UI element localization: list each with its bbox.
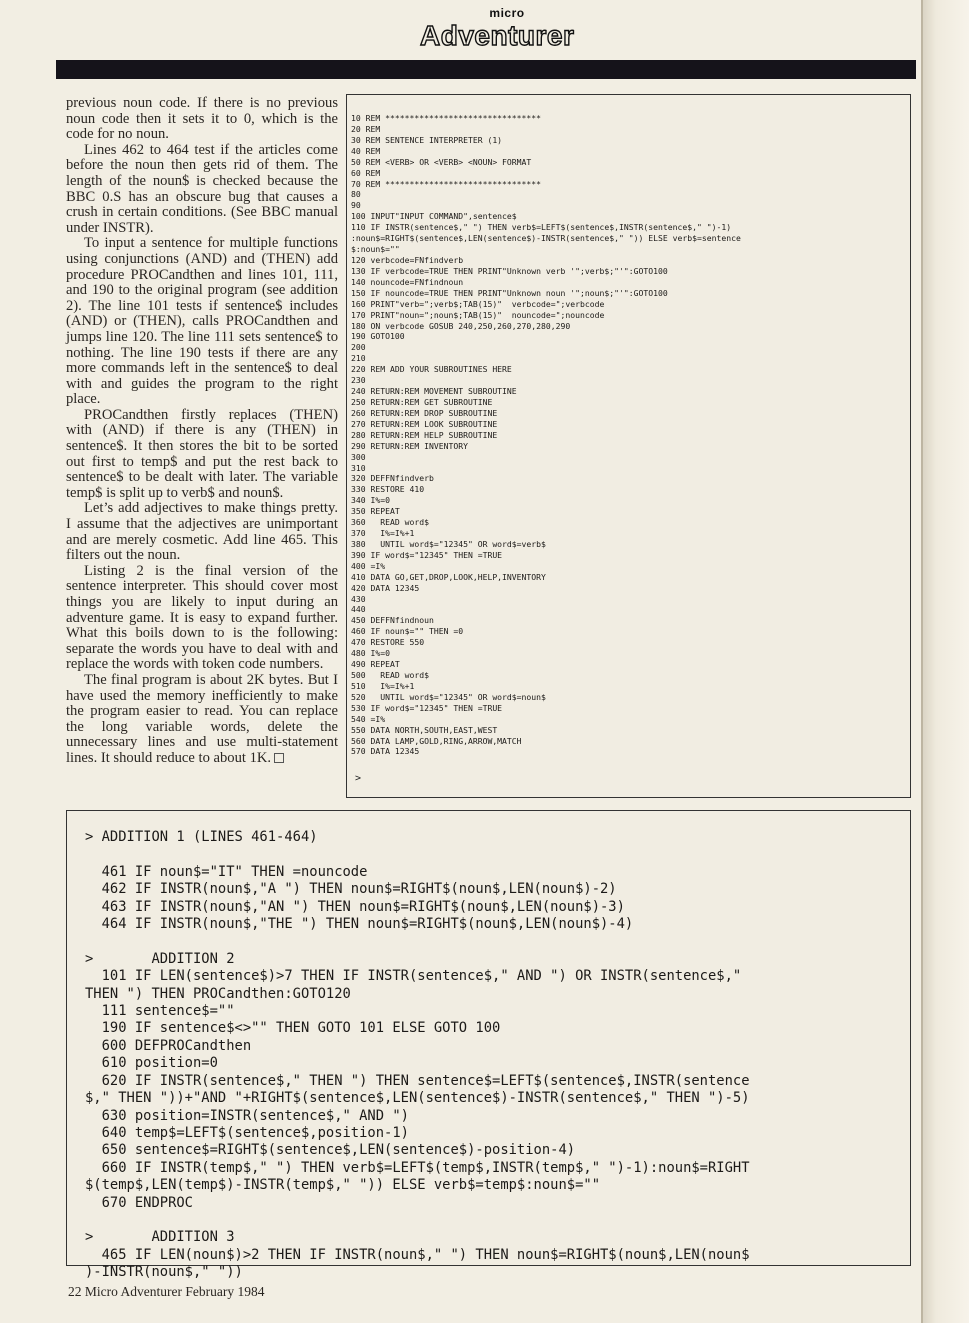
code-line: 470 RESTORE 550 bbox=[351, 637, 425, 648]
code-line: 100 INPUT"INPUT COMMAND",sentence$ bbox=[351, 211, 517, 222]
code-line: 530 IF word$="12345" THEN =TRUE bbox=[351, 702, 503, 713]
code-line: 630 position=INSTR(sentence$," AND ") bbox=[85, 1107, 409, 1124]
listing-1-prompt: > bbox=[355, 773, 362, 784]
code-line: 210 bbox=[351, 353, 366, 364]
code-line: 90 bbox=[351, 200, 361, 211]
code-line: 380 UNTIL word$="12345" OR word$=verb$ bbox=[351, 538, 546, 549]
page-footer: 22 Micro Adventurer February 1984 bbox=[68, 1284, 265, 1299]
code-line: 190 IF sentence$<>"" THEN GOTO 101 ELSE GOTO 100 bbox=[85, 1020, 501, 1037]
paragraph: Listing 2 is the final version of the sentence interpreter. This should cover most things you are likely to input during an adventure game. It is easy to expand further. What this boils down to is the following: separate the words you have to deal with and replace the words with token code numbers. bbox=[66, 562, 338, 673]
code-line: 250 RETURN:REM GET SUBROUTINE bbox=[351, 396, 493, 407]
end-mark-icon bbox=[274, 753, 284, 763]
masthead-adventurer: Adventurer bbox=[420, 20, 575, 51]
code-line: 270 RETURN:REM LOOK SUBROUTINE bbox=[351, 418, 498, 429]
code-line: $(temp$,LEN(temp$)-INSTR(temp$," ")) ELSE verb$=temp$:noun$="" bbox=[85, 1177, 600, 1194]
code-line: 320 DEFFNfindverb bbox=[351, 473, 434, 484]
code-line: 370 I%=I%+1 bbox=[351, 528, 415, 539]
paragraph: Lines 462 to 464 test if the articles come before the noun then gets rid of them. The length of the noun$ is checked because the BBC 0.S has an obscure bug that causes a crush in certain conditions. (See BBC manual under INSTR). bbox=[66, 141, 338, 236]
code-line: :noun$=RIGHT$(sentence$,LEN(sentence$)-INSTR(sentence$," ")) ELSE verb$=sentence bbox=[351, 233, 741, 244]
code-line: 660 IF INSTR(temp$," ") THEN verb$=LEFT$(temp$,INSTR(temp$," ")-1):noun$=RIGHT bbox=[85, 1159, 750, 1176]
code-line: 540 =I% bbox=[351, 713, 386, 724]
code-line: 430 bbox=[351, 593, 366, 604]
code-line: 640 temp$=LEFT$(sentence$,position-1) bbox=[85, 1124, 409, 1141]
code-line: 110 IF INSTR(sentence$," ") THEN verb$=LEFT$(sentence$,INSTR(sentence$," ")-1) bbox=[351, 222, 732, 233]
code-line: 180 ON verbcode GOSUB 240,250,260,270,280,290 bbox=[351, 320, 571, 331]
code-line: 440 bbox=[351, 604, 366, 615]
code-line: 220 REM ADD YOUR SUBROUTINES HERE bbox=[351, 364, 512, 375]
code-line: 490 REPEAT bbox=[351, 659, 400, 670]
code-line: 70 REM ******************************** bbox=[351, 178, 542, 189]
listing-2-code bbox=[85, 829, 907, 1282]
code-line: 570 DATA 12345 bbox=[351, 746, 420, 757]
code-line: > ADDITION 1 (LINES 461-464) bbox=[85, 829, 318, 845]
code-line: 300 bbox=[351, 451, 366, 462]
paragraph: previous noun code. If there is no previous noun code then it sets it to 0, which is the code for no noun. bbox=[66, 95, 338, 143]
paragraph bbox=[66, 673, 338, 767]
article-text-column bbox=[66, 96, 338, 767]
listing-1-code bbox=[351, 113, 907, 757]
code-line: 450 DEFFNfindnoun bbox=[351, 615, 434, 626]
code-line: 101 IF LEN(sentence$)>7 THEN IF INSTR(sentence$," AND ") OR INSTR(sentence$," bbox=[85, 968, 742, 985]
code-line: 410 DATA GO,GET,DROP,LOOK,HELP,INVENTORY bbox=[351, 571, 546, 582]
paragraph: Let’s add adjectives to make things pretty. I assume that the adjectives are unimportant and are merely cosmetic. Add line 465. This filters out the noun. bbox=[66, 500, 338, 564]
code-line: > ADDITION 2 bbox=[85, 950, 235, 967]
code-line: 60 REM bbox=[351, 167, 381, 178]
code-line: 420 DATA 12345 bbox=[351, 582, 420, 593]
code-line: 400 =I% bbox=[351, 560, 386, 571]
header-bar bbox=[56, 60, 916, 79]
code-line: 340 I%=0 bbox=[351, 495, 390, 506]
code-line: 520 UNTIL word$="12345" OR word$=noun$ bbox=[351, 691, 546, 702]
code-line: 40 REM bbox=[351, 145, 381, 156]
code-line: 600 DEFPROCandthen bbox=[85, 1037, 252, 1054]
masthead-micro: micro bbox=[489, 6, 525, 20]
code-line: THEN ") THEN PROCandthen:GOTO120 bbox=[85, 985, 351, 1002]
code-line: 160 PRINT"verb=";verb$;TAB(15)" verbcode=";verbcode bbox=[351, 298, 605, 309]
code-line: 330 RESTORE 410 bbox=[351, 484, 425, 495]
code-line: 260 RETURN:REM DROP SUBROUTINE bbox=[351, 407, 498, 418]
code-line: 390 IF word$="12345" THEN =TRUE bbox=[351, 549, 503, 560]
code-line: 20 REM bbox=[351, 123, 381, 134]
code-line: > ADDITION 3 bbox=[85, 1229, 235, 1246]
masthead-logo bbox=[420, 6, 575, 58]
code-line: 462 IF INSTR(noun$,"A ") THEN noun$=RIGHT$(noun$,LEN(noun$)-2) bbox=[85, 881, 617, 898]
listing-2-box bbox=[66, 810, 911, 1281]
code-line: 120 verbcode=FNfindverb bbox=[351, 254, 464, 265]
code-line: 150 IF nouncode=TRUE THEN PRINT"Unknown noun '";noun$;"'":GOTO100 bbox=[351, 287, 668, 298]
paragraph-text: The final program is about 2K bytes. But I have used the memory inefficiently to make the program easier to read. You can replace the long variable words, delete the unnecessary lines and use multi-statement lines. It should reduce to about 1K. bbox=[66, 671, 338, 766]
code-line: 170 PRINT"noun=";noun$;TAB(15)" nouncode=";nouncode bbox=[351, 309, 605, 320]
paragraph: PROCandthen firstly replaces (THEN) with (AND) if there is any (THEN) in sentence$. It then stores the bit to be sorted out first to temp$ and put the rest back to sentence$ to be dealt with later. The variable temp$ is split up to verb$ and noun$. bbox=[66, 406, 338, 501]
code-line: 500 READ word$ bbox=[351, 670, 429, 681]
code-line: 465 IF LEN(noun$)>2 THEN IF INSTR(noun$," ") THEN noun$=RIGHT$(noun$,LEN(noun$ bbox=[85, 1246, 750, 1263]
page-edge bbox=[922, 0, 969, 1323]
code-line: 560 DATA LAMP,GOLD,RING,ARROW,MATCH bbox=[351, 735, 522, 746]
code-line: 130 IF verbcode=TRUE THEN PRINT"Unknown verb '";verb$;"'":GOTO100 bbox=[351, 265, 668, 276]
code-line: $:noun$="" bbox=[351, 244, 400, 255]
code-line: 310 bbox=[351, 462, 366, 473]
paragraph: To input a sentence for multiple functions using conjunctions (AND) and (THEN) add procedure PROCandthen and lines 101, 111, and 190 to the original program (see addition 2). The line 101 tests if sentence$ includes (AND) or (THEN), calls PROCandthen and jumps line 120. The line 111 sets sentence$ to nothing. The line 190 tests if there are any more commands left in the sentence$ to deal with and guides the program to the right place. bbox=[66, 235, 338, 408]
code-line: 510 I%=I%+1 bbox=[351, 680, 415, 691]
code-line: 461 IF noun$="IT" THEN =nouncode bbox=[85, 863, 368, 880]
code-line: 463 IF INSTR(noun$,"AN ") THEN noun$=RIGHT$(noun$,LEN(noun$)-3) bbox=[85, 898, 625, 915]
page-binding-line bbox=[921, 0, 923, 1323]
code-line: 50 REM <VERB> OR <VERB> <NOUN> FORMAT bbox=[351, 156, 532, 167]
code-line: 360 READ word$ bbox=[351, 517, 429, 528]
code-line: 240 RETURN:REM MOVEMENT SUBROUTINE bbox=[351, 386, 517, 397]
code-line: $," THEN "))+"AND "+RIGHT$(sentence$,LEN(sentence$)-INSTR(sentence$," THEN ")-5) bbox=[85, 1090, 750, 1107]
code-line: 460 IF noun$="" THEN =0 bbox=[351, 626, 464, 637]
code-line: 350 REPEAT bbox=[351, 506, 400, 517]
code-line: 464 IF INSTR(noun$,"THE ") THEN noun$=RIGHT$(noun$,LEN(noun$)-4) bbox=[85, 916, 634, 933]
code-line: 190 GOTO100 bbox=[351, 331, 405, 342]
code-line: 610 position=0 bbox=[85, 1055, 218, 1072]
code-line: 111 sentence$="" bbox=[85, 1003, 235, 1020]
code-line: 280 RETURN:REM HELP SUBROUTINE bbox=[351, 429, 498, 440]
code-line: 230 bbox=[351, 375, 366, 386]
code-line: )-INSTR(noun$," ")) bbox=[85, 1264, 243, 1281]
code-line: 290 RETURN:REM INVENTORY bbox=[351, 440, 468, 451]
code-line: 140 nouncode=FNfindnoun bbox=[351, 276, 464, 287]
code-line: 10 REM ******************************** bbox=[351, 113, 542, 123]
code-line: 200 bbox=[351, 342, 366, 353]
code-line: 620 IF INSTR(sentence$," THEN ") THEN sentence$=LEFT$(sentence$,INSTR(sentence bbox=[85, 1072, 750, 1089]
code-line: 30 REM SENTENCE INTERPRETER (1) bbox=[351, 134, 503, 145]
code-line: 80 bbox=[351, 189, 361, 200]
code-line: 650 sentence$=RIGHT$(sentence$,LEN(sentence$)-position-4) bbox=[85, 1142, 576, 1159]
code-line: 550 DATA NORTH,SOUTH,EAST,WEST bbox=[351, 724, 498, 735]
code-line: 480 I%=0 bbox=[351, 648, 390, 659]
listing-1-box bbox=[346, 94, 911, 798]
code-line: 670 ENDPROC bbox=[85, 1194, 193, 1211]
